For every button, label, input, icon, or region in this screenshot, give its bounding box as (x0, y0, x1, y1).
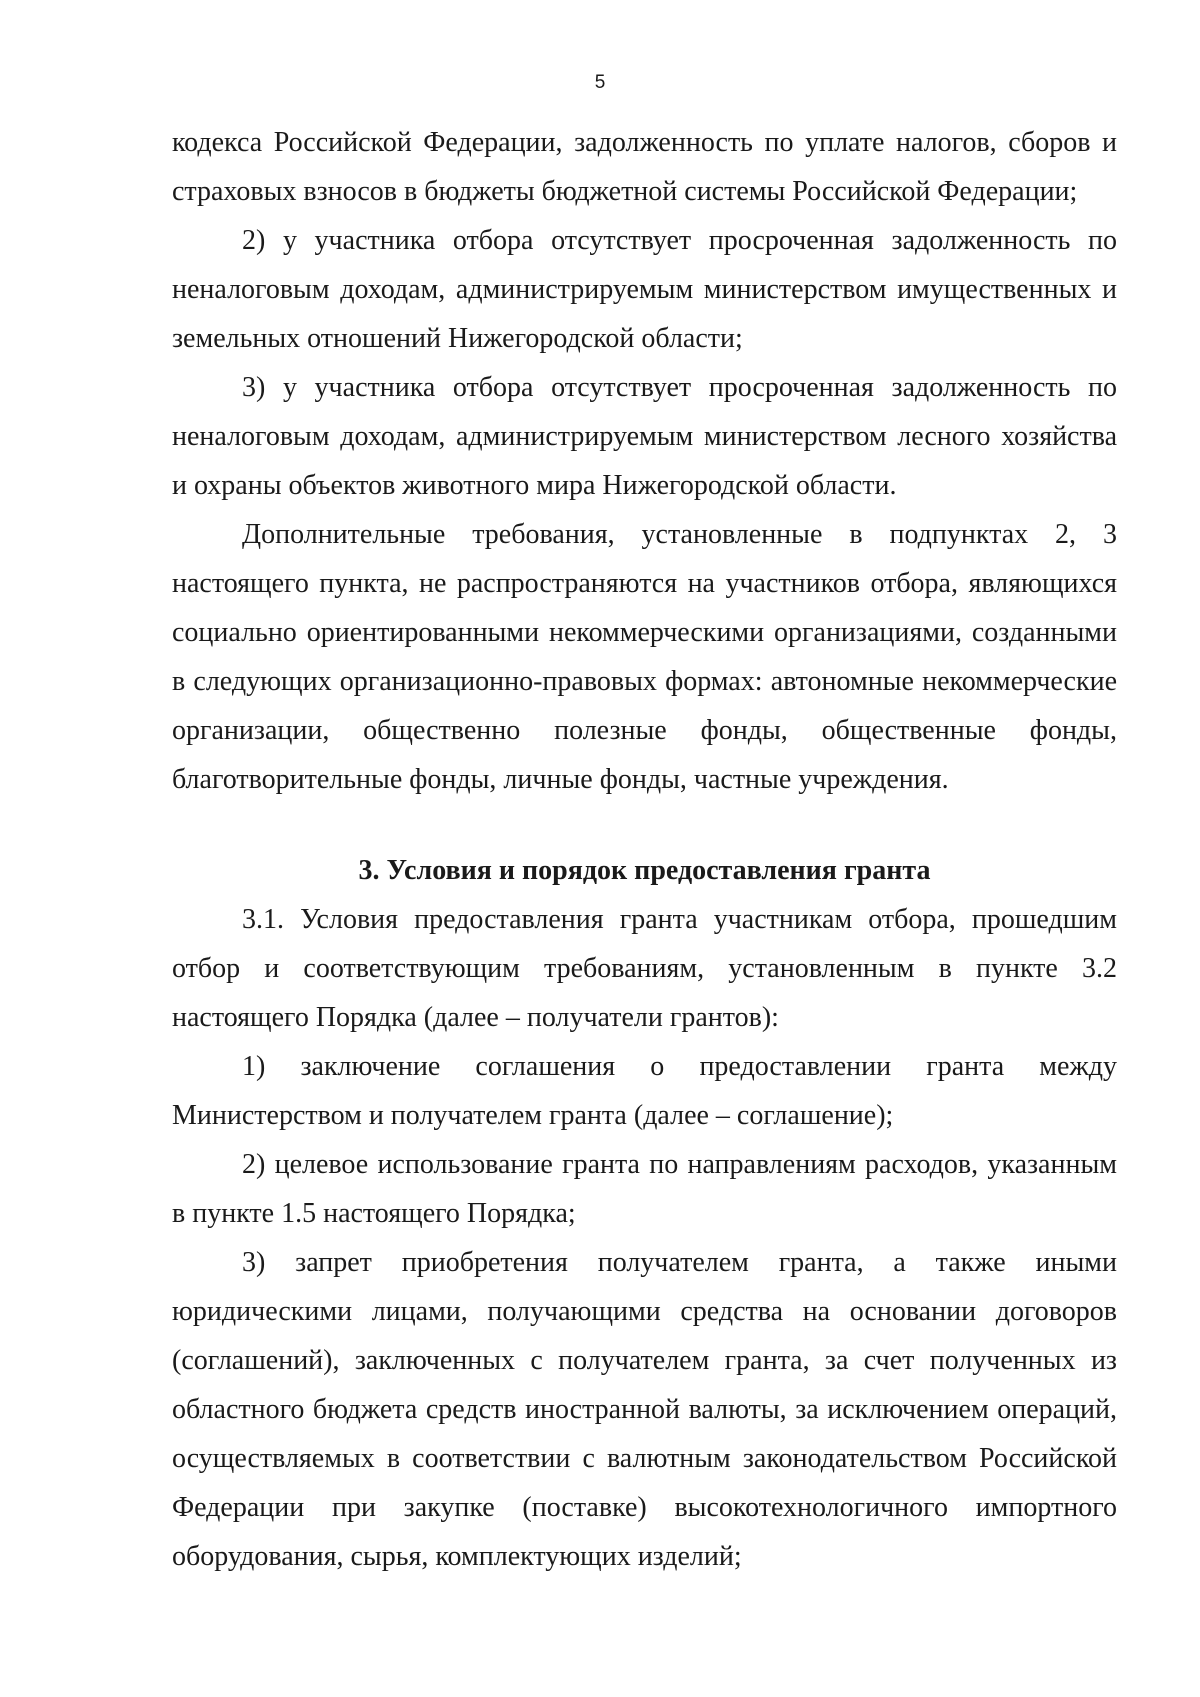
paragraph-additional-requirements: Дополнительные требования, установленные в подпунктах 2, 3 настоящего пункта, не распространяются на участников отбора, являющихся социально ориентированными некоммерческими организациями, созданными в следующих организационно-правовых формах: автономные некоммерческие организации, общественно полезные фонды, общественные фонды, благотворительные фонды, личные фонды, частные учреждения. (172, 519, 1117, 795)
section-heading: 3. Условия и порядок предоставления гранта (358, 855, 931, 886)
paragraph-3-1-item-1: 1) заключение соглашения о предоставлении гранта между Министерством и получателем гранта (далее – соглашение); (172, 1051, 1117, 1131)
paragraph-subitem-2: 2) у участника отбора отсутствует просроченная задолженность по неналоговым доходам, администрируемым министерством имущественных и земельных отношений Нижегородской области; (172, 225, 1117, 354)
page-number: 5 (594, 72, 606, 93)
paragraph-3-1-item-2: 2) целевое использование гранта по направлениям расходов, указанным в пункте 1.5 настоящего Порядка; (172, 1149, 1117, 1229)
document-body (172, 118, 1117, 1581)
paragraph-subitem-3: 3) у участника отбора отсутствует просроченная задолженность по неналоговым доходам, администрируемым министерством лесного хозяйства и охраны объектов животного мира Нижегородской области. (172, 372, 1117, 501)
paragraph-3-1: 3.1. Условия предоставления гранта участникам отбора, прошедшим отбор и соответствующим требованиям, установленным в пункте 3.2 настоящего Порядка (далее – получатели грантов): (172, 904, 1117, 1033)
paragraph-3-1-item-3: 3) запрет приобретения получателем гранта, а также иными юридическими лицами, получающими средства на основании договоров (соглашений), заключенных с получателем гранта, за счет полученных из областного бюджета средств иностранной валюты, за исключением операций, осуществляемых в соответствии с валютным законодательством Российской Федерации при закупке (поставке) высокотехнологичного импортного оборудования, сырья, комплектующих изделий; (172, 1247, 1117, 1572)
paragraph-continuation: кодекса Российской Федерации, задолженность по уплате налогов, сборов и страховых взносов в бюджеты бюджетной системы Российской Федерации; (172, 127, 1117, 207)
